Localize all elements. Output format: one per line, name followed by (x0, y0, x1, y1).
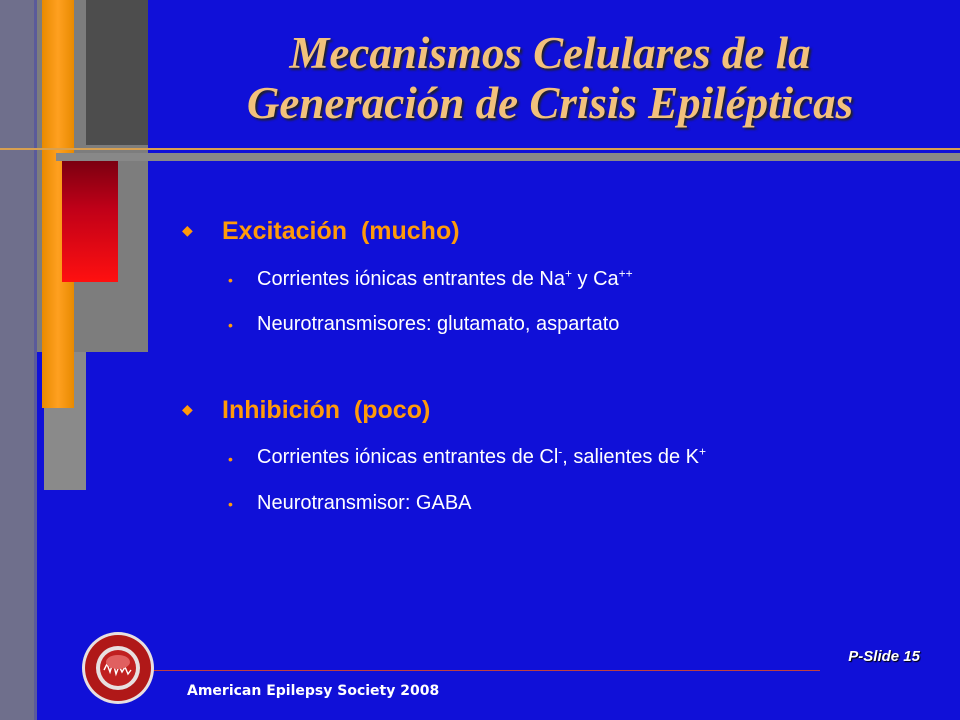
list-item: Corrientes iónicas entrantes de Na+ y Ca++ (257, 266, 633, 290)
dot-bullet-icon: • (228, 496, 233, 512)
society-logo-icon (80, 630, 156, 706)
footer-rule (150, 670, 820, 671)
slide-number: P-Slide 15 (848, 648, 920, 665)
footer-text: American Epilepsy Society 2008 (187, 683, 440, 699)
diamond-bullet-icon: ◆ (182, 401, 193, 417)
list-item: Neurotransmisor: GABA (257, 492, 472, 514)
title-rule (0, 148, 960, 150)
title-line-1: Mecanismos Celulares de la (289, 28, 811, 78)
diamond-bullet-icon: ◆ (182, 222, 193, 238)
decor-gray-column (0, 0, 34, 720)
list-item: Corrientes iónicas entrantes de Cl-, salientes de K+ (257, 444, 707, 468)
dot-bullet-icon: • (228, 272, 233, 288)
decor-red-block (62, 160, 118, 282)
decor-dark-gray-strip (86, 0, 150, 145)
decor-thin-line-left (34, 0, 37, 720)
title-line-2: Generación de Crisis Epilépticas (246, 78, 854, 128)
title-rule-shadow (56, 153, 960, 161)
section-heading-inhibition: Inhibición (poco) (222, 396, 431, 424)
dot-bullet-icon: • (228, 451, 233, 467)
slide-title (150, 28, 950, 128)
section-heading-excitation: Excitación (mucho) (222, 217, 460, 245)
list-item: Neurotransmisores: glutamato, aspartato (257, 313, 620, 335)
dot-bullet-icon: • (228, 317, 233, 333)
